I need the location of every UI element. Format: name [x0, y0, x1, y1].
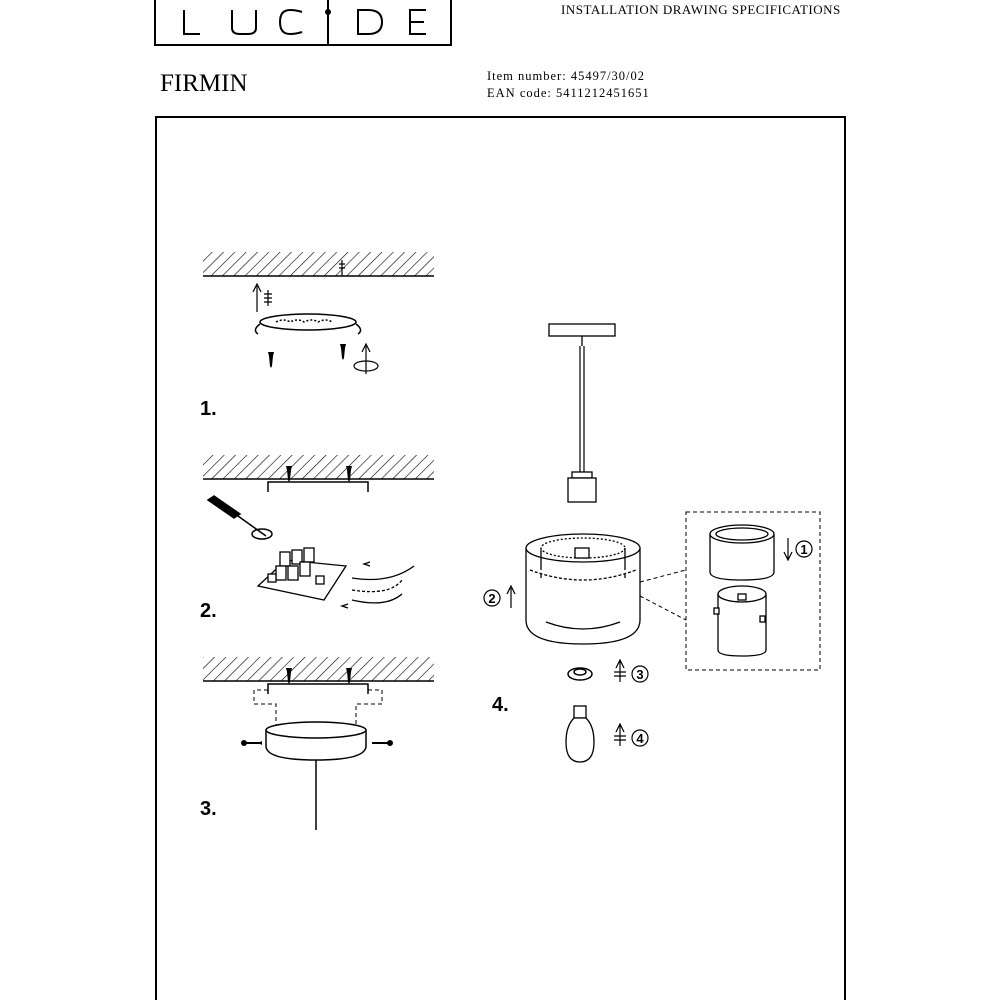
ean-value: 5411212451651	[556, 86, 650, 100]
step-3-label: 3.	[200, 798, 217, 820]
callout-2: 2	[488, 591, 496, 606]
step3-guide-lines	[254, 690, 382, 726]
product-name: FIRMIN	[160, 70, 248, 97]
step4-light-bulb-icon	[566, 706, 594, 762]
step-2-label: 2.	[200, 600, 217, 622]
ean-label: EAN code:	[487, 86, 552, 100]
step1-screw-icon	[268, 344, 346, 368]
step3-ceiling	[203, 657, 434, 681]
callout-4: 4	[636, 731, 644, 746]
step-1-label: 1.	[200, 398, 217, 420]
step2-wire-icon	[342, 562, 414, 608]
step1-rotate-arrow-icon	[354, 344, 378, 374]
step2-screwdriver-icon	[208, 496, 272, 539]
step3-canopy-icon	[266, 722, 366, 830]
item-number-label: Item number:	[487, 69, 567, 83]
document-title: INSTALLATION DRAWING SPECIFICATIONS	[561, 2, 841, 17]
step-4-label: 4.	[492, 694, 509, 716]
callout-1: 1	[800, 542, 808, 557]
item-number-value: 45497/30/02	[570, 69, 646, 83]
step4-inner-shade-icon	[714, 586, 766, 656]
step1-mounting-bracket-icon	[255, 314, 360, 334]
step4-outer-shade-icon	[710, 525, 774, 580]
step4-ring-icon	[568, 668, 592, 680]
step4-lamp-shade-icon	[526, 534, 640, 644]
step2-mounting-bracket-icon	[268, 482, 368, 492]
step2-ceiling	[203, 455, 434, 479]
step4-canopy-icon	[549, 324, 615, 346]
step4-lamp-holder-icon	[568, 472, 596, 502]
step4-cable	[580, 346, 584, 472]
step1-ceiling	[203, 252, 434, 276]
step3-mounting-bracket-icon	[268, 684, 368, 694]
step1-drill-arrow-icon	[253, 284, 272, 312]
callout-3: 3	[636, 667, 644, 682]
step2-terminal-block-icon	[258, 548, 346, 600]
